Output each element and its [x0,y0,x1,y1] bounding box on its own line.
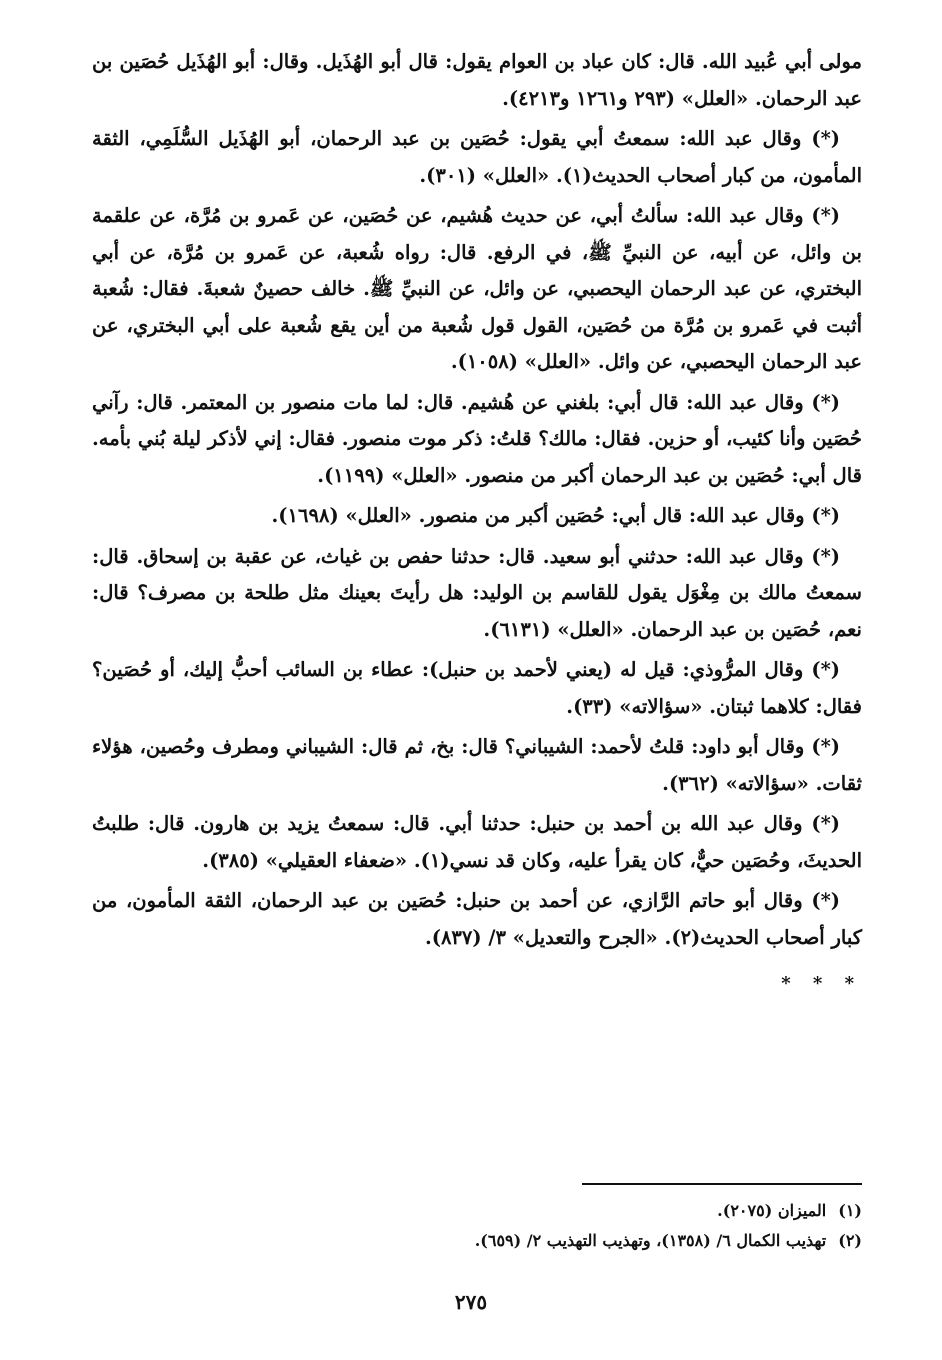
paragraph-continuation: مولى أبي عُبيد الله. قال: كان عباد بن العوام يقول: قال أبو الهُذَيل. وقال: أبو الهُذَيل حُصَين بن عبد الرحمان. «العلل» (٢٩٣ و١٢٦١ و٤٢١٣). [92,50,862,110]
main-text [92,44,862,1003]
paragraph: (*) وقال عبد الله بن أحمد بن حنبل: حدثنا أبي. قال: سمعتُ يزيد بن هارون. قال: طلبتُ الحديثَ، وحُصَين حيٌّ، كان يقرأ عليه، وكان قد نسي(١). «ضعفاء العقيلي» (٣٨٥). [92,812,862,872]
paragraph: (*) وقال المرُّوذي: قيل له (يعني لأحمد بن حنبل): عطاء بن السائب أحبُّ إليك، أو حُصَين؟ فقال: كلاهما ثبتان. «سؤالاته» (٣٣). [92,658,862,718]
footnote-number: (١) [838,1201,862,1220]
footnote-number: (٢) [838,1231,862,1250]
footnote-text: تهذيب الكمال ٦/ (١٣٥٨)، وتهذيب التهذيب ٢/ (٦٥٩). [474,1231,827,1250]
footnote-text: الميزان (٢٠٧٥). [717,1201,827,1220]
footnote [92,1196,862,1226]
paragraph: (*) وقال عبد الله: قال أبي: حُصَين أكبر من منصور. «العلل» (١٦٩٨). [271,504,840,527]
paragraph: (*) وقال أبو حاتم الرَّازي، عن أحمد بن حنبل: حُصَين بن عبد الرحمان، الثقة المأمون، من كبار أصحاب الحديث(٢). «الجرح والتعديل» ٣/ (٨٣٧). [92,889,862,949]
paragraph: (*) وقال عبد الله: سمعتُ أبي يقول: حُصَين بن عبد الرحمان، أبو الهُذَيل السُّلَمِي، الثقة المأمون، من كبار أصحاب الحديث(١). «العلل» (٣٠١). [92,127,862,187]
footnotes [92,1196,862,1256]
paragraph: (*) وقال عبد الله: سألتُ أبي، عن حديث هُشيم، عن حُصَين، عن عَمرو بن مُرَّة، عن علقمة بن وائل، عن أبيه، عن النبيِّ ﷺ، في الرفع. قال: رواه شُعبة، عن عَمرو بن مُرَّة، عن أبي البختري، عن عبد الرحمان اليحصبي، عن وائل، عن النبيِّ ﷺ. خالف حصينٌ شعبةَ. فقال: شُعبة أثبت في عَمرو بن مُرَّة من حُصَين، القول قول شُعبة من أين يقع شُعبة على أبي البختري، عن عبد الرحمان اليحصبي، عن وائل. «العلل» (١٠٥٨). [92,204,862,373]
paragraph: (*) وقال أبو داود: قلتُ لأحمد: الشيباني؟ قال: بخ، ثم قال: الشيباني ومطرف وحُصين، هؤلاء ثقات. «سؤالاته» (٣٦٢). [92,735,862,795]
paragraph: (*) وقال عبد الله: حدثني أبو سعيد. قال: حدثنا حفص بن غياث، عن عقبة بن إسحاق. قال: سمعتُ مالك بن مِغْوَل يقول للقاسم بن الوليد: هل رأيتَ بعينك مثل طلحة بن مصرف؟ قال: نعم، حُصَين بن عبد الرحمان. «العلل» (٦١٣١). [92,544,862,641]
page-number: ٢٧٥ [454,1290,488,1314]
section-separator: * * * [781,973,862,994]
paragraph: (*) وقال عبد الله: قال أبي: بلغني عن هُشيم. قال: لما مات منصور بن المعتمر. قال: رآني حُصَين وأنا كئيب، أو حزين. فقال: مالك؟ قلتُ: ذكر موت منصور. فقال: إني لأذكر ليلة بُني بأمه. قال أبي: حُصَين بن عبد الرحمان أكبر من منصور. «العلل» (١١٩٩). [92,390,862,487]
footnote [92,1226,862,1256]
footnote-divider [582,1183,862,1185]
